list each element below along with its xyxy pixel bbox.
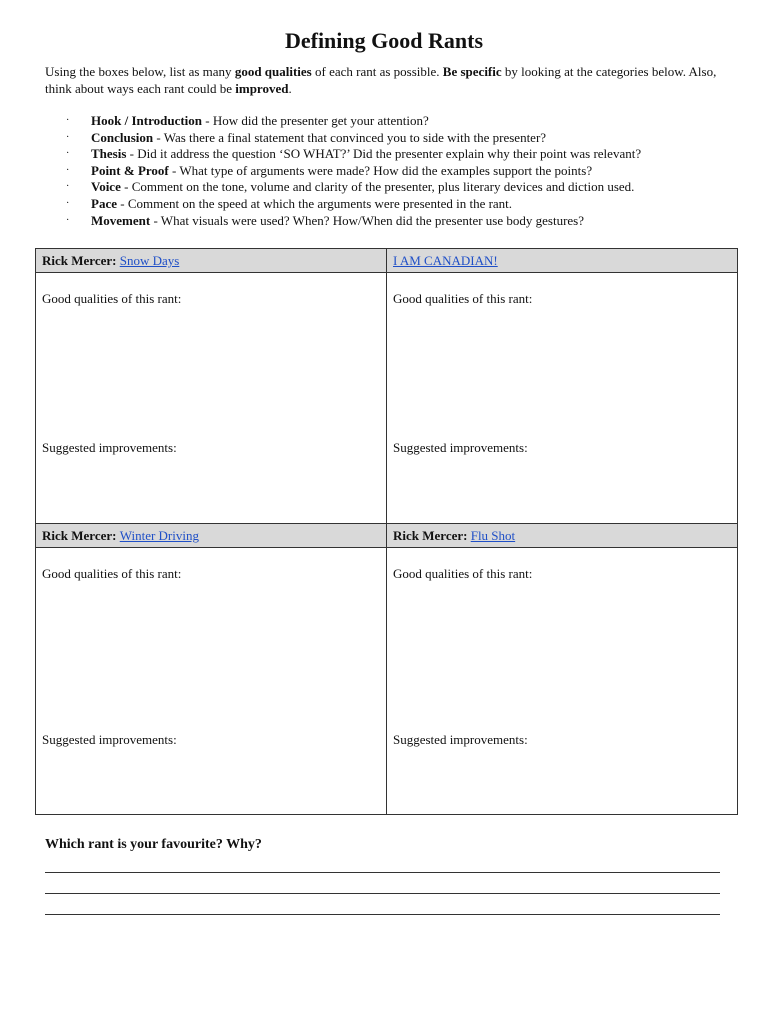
rant-header-i-am-canadian [387, 249, 738, 273]
winter-driving-link[interactable]: Winter Driving [119, 528, 199, 543]
category-desc: - Comment on the tone, volume and clarity of the presenter, plus literary devices and diction used. [120, 179, 635, 195]
category-term: Pace [91, 195, 117, 211]
category-item [66, 146, 641, 163]
rant-response-cell[interactable] [387, 273, 738, 524]
intro-text-1: Using the boxes below, list as many [45, 64, 235, 79]
good-qualities-label: Good qualities of this rant: [42, 566, 182, 581]
rant-response-cell[interactable] [387, 548, 738, 815]
category-desc: - Comment on the speed at which the arguments were presented in the rant. [116, 195, 513, 211]
category-item [66, 130, 641, 147]
answer-line[interactable] [45, 893, 720, 894]
bullet-icon: · [66, 197, 70, 209]
page-title: Defining Good Rants [284, 28, 484, 53]
category-desc: - Did it address the question ‘SO WHAT?’ Did the presenter explain why their point was relevant? [126, 146, 642, 162]
bullet-icon: · [66, 164, 70, 176]
category-desc: - What visuals were used? When? How/When did the presenter use body gestures? [150, 212, 585, 228]
category-desc: - How did the presenter get your attention? [202, 113, 429, 128]
category-term: Hook / Introduction [91, 113, 203, 128]
rant-prefix: Rick Mercer: [42, 253, 120, 268]
category-desc: - Was there a final statement that convinced you to side with the presenter? [153, 129, 547, 145]
intro-bold-good-qualities: good qualities [234, 64, 312, 79]
category-item [66, 196, 641, 213]
suggested-improvements-label: Suggested improvements: [393, 732, 528, 747]
rant-response-cell[interactable] [36, 548, 387, 815]
bullet-icon: · [66, 148, 70, 160]
rant-header-snow-days [36, 249, 387, 273]
rant-table [35, 248, 738, 815]
intro-bold-be-specific: Be specific [442, 64, 502, 79]
category-item [66, 113, 641, 130]
suggested-improvements-label: Suggested improvements: [42, 440, 177, 455]
suggested-improvements-label: Suggested improvements: [393, 440, 528, 455]
category-term: Thesis [91, 146, 127, 162]
bullet-icon: · [66, 181, 70, 193]
bullet-icon: · [66, 131, 70, 143]
rant-header-flu-shot [387, 524, 738, 548]
rant-response-cell[interactable] [36, 273, 387, 524]
intro-text-2: of each rant as possible. [311, 64, 443, 79]
good-qualities-label: Good qualities of this rant: [42, 291, 182, 306]
instructions [45, 63, 725, 97]
good-qualities-label: Good qualities of this rant: [393, 291, 533, 306]
category-term: Conclusion [91, 129, 154, 145]
intro-text-3: by looking at the categories below. Also, think about ways each rant could be [45, 64, 717, 96]
rant-prefix: Rick Mercer: [393, 528, 471, 543]
rant-header-winter-driving [36, 524, 387, 548]
intro-bold-improved: improved [235, 81, 289, 96]
rant-prefix: Rick Mercer: [42, 528, 120, 543]
answer-line[interactable] [45, 872, 720, 873]
category-term: Point & Proof [91, 162, 169, 178]
snow-days-link[interactable]: Snow Days [119, 253, 180, 268]
category-term: Voice [91, 179, 121, 195]
category-item [66, 163, 641, 180]
category-term: Movement [91, 212, 151, 228]
bullet-icon: · [66, 115, 70, 126]
i-am-canadian-link[interactable]: I AM CANADIAN! [393, 253, 498, 268]
intro-text-4: . [288, 81, 292, 96]
flu-shot-link[interactable]: Flu Shot [470, 528, 516, 543]
category-item [66, 179, 641, 196]
suggested-improvements-label: Suggested improvements: [42, 732, 177, 747]
bullet-icon: · [66, 214, 70, 226]
answer-line[interactable] [45, 914, 720, 915]
good-qualities-label: Good qualities of this rant: [393, 566, 533, 581]
category-list [66, 113, 641, 229]
favourite-question: Which rant is your favourite? Why? [45, 837, 262, 852]
category-desc: - What type of arguments were made? How did the examples support the points? [168, 162, 593, 178]
category-item [66, 213, 641, 230]
